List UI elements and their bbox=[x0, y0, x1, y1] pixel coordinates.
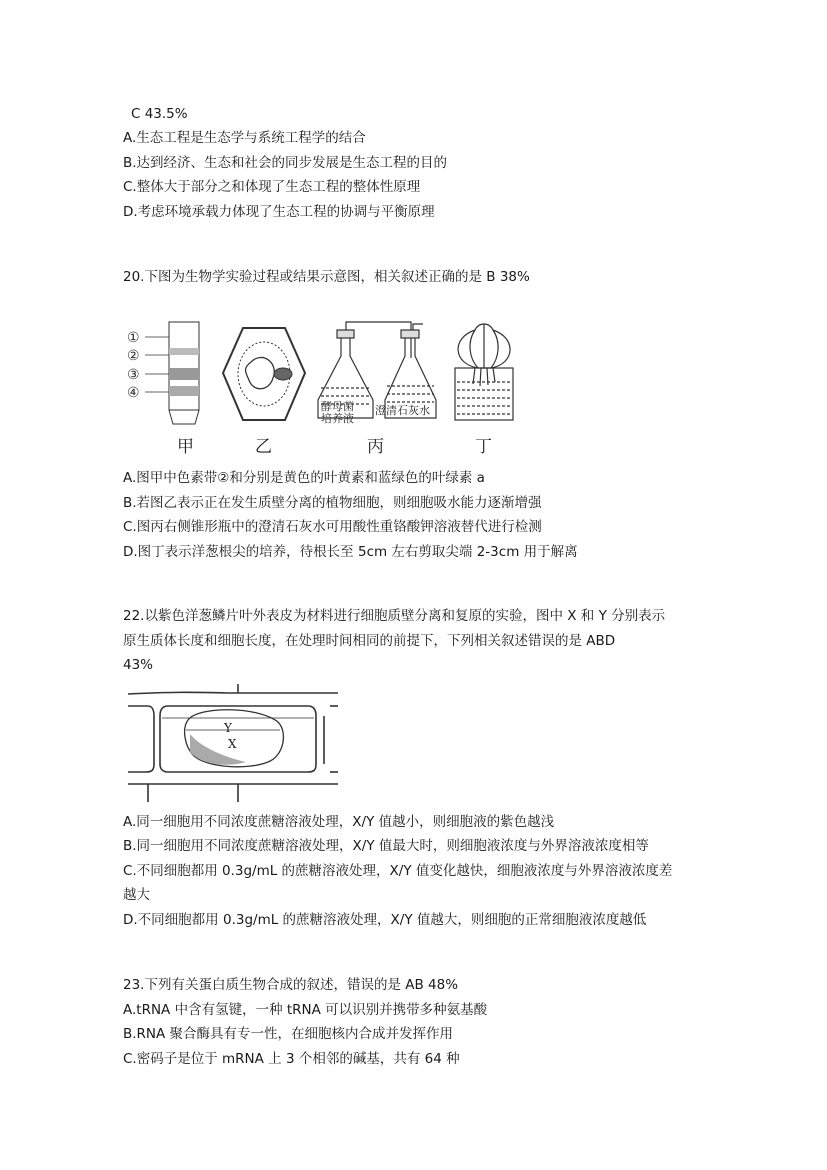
plant-cell bbox=[223, 328, 305, 420]
band-label-1: ① bbox=[127, 330, 140, 346]
q22-option-b: B.同一细胞用不同浓度蔗糖溶液处理，X/Y 值最大时，则细胞液浓度与外界溶液浓度相等 bbox=[123, 838, 649, 854]
fig-label-bing: 丙 bbox=[367, 437, 384, 457]
q20-option-a: A.图甲中色素带②和分别是黄色的叶黄素和蓝绿色的叶绿素 a bbox=[123, 470, 485, 486]
q22-figure bbox=[128, 684, 348, 802]
q22-stem-line-3: 43% bbox=[123, 657, 154, 673]
flask-left-label-1: 酵母菌 bbox=[321, 400, 354, 413]
onion-beaker bbox=[455, 324, 513, 420]
label-y: Y bbox=[224, 721, 232, 735]
q23-option-b: B.RNA 聚合酶具有专一性，在细胞核内合成并发挥作用 bbox=[123, 1026, 454, 1042]
q22-stem-line-1: 22.以紫色洋葱鳞片叶外表皮为材料进行细胞质壁分离和复原的实验，图中 X 和 Y 分别表示 bbox=[123, 608, 666, 624]
band-label-4: ④ bbox=[127, 385, 140, 401]
q19-option-c: C.整体大于部分之和体现了生态工程的整体性原理 bbox=[123, 179, 421, 195]
q20-figure bbox=[123, 318, 523, 458]
q20-stem: 20.下图为生物学实验过程或结果示意图，相关叙述正确的是 B 38% bbox=[123, 269, 530, 285]
fig-label-jia: 甲 bbox=[177, 437, 194, 457]
q20-option-d: D.图丁表示洋葱根尖的培养，待根长至 5cm 左右剪取尖端 2-3cm 用于解离 bbox=[123, 544, 578, 560]
q22-option-c: C.不同细胞都用 0.3g/mL 的蔗糖溶液处理，X/Y 值变化越快，细胞液浓度与外界溶液浓度差 bbox=[123, 863, 673, 879]
q19-answer-line: C 43.5% bbox=[131, 106, 188, 122]
fig-label-ding: 丁 bbox=[475, 437, 492, 457]
q20-option-c: C.图丙右侧锥形瓶中的澄清石灰水可用酸性重铬酸钾溶液替代进行检测 bbox=[123, 519, 542, 535]
q22-option-c-cont: 越大 bbox=[123, 887, 150, 903]
protoplast bbox=[162, 710, 314, 767]
label-x: X bbox=[228, 737, 237, 751]
flask-left-label-2: 培养液 bbox=[321, 412, 354, 425]
q23-option-a: A.tRNA 中含有氢键，一种 tRNA 可以识别并携带多种氨基酸 bbox=[123, 1002, 488, 1018]
band-label-3: ③ bbox=[127, 367, 140, 383]
q22-option-a: A.同一细胞用不同浓度蔗糖溶液处理，X/Y 值越小，则细胞液的紫色越浅 bbox=[123, 814, 555, 830]
q23-stem: 23.下列有关蛋白质生物合成的叙述，错误的是 AB 48% bbox=[123, 977, 459, 993]
band-label-2: ② bbox=[127, 348, 140, 364]
q19-option-b: B.达到经济、生态和社会的同步发展是生态工程的目的 bbox=[123, 155, 448, 171]
q19-option-a: A.生态工程是生态学与系统工程学的结合 bbox=[123, 130, 366, 146]
q22-option-d: D.不同细胞都用 0.3g/mL 的蔗糖溶液处理，X/Y 值越大，则细胞的正常细胞液浓度越低 bbox=[123, 912, 647, 928]
q19-option-d: D.考虑环境承载力体现了生态工程的协调与平衡原理 bbox=[123, 204, 435, 220]
q22-stem-line-2: 原生质体长度和细胞长度，在处理时间相同的前提下，下列相关叙述错误的是 ABD bbox=[123, 633, 616, 649]
chromatography-strip bbox=[145, 322, 199, 424]
flask-right-label: 澄清石灰水 bbox=[375, 404, 430, 417]
fig-label-yi: 乙 bbox=[255, 437, 272, 457]
q23-option-c: C.密码子是位于 mRNA 上 3 个相邻的碱基，共有 64 种 bbox=[123, 1051, 460, 1067]
q20-option-b: B.若图乙表示正在发生质壁分离的植物细胞，则细胞吸水能力逐渐增强 bbox=[123, 495, 542, 511]
